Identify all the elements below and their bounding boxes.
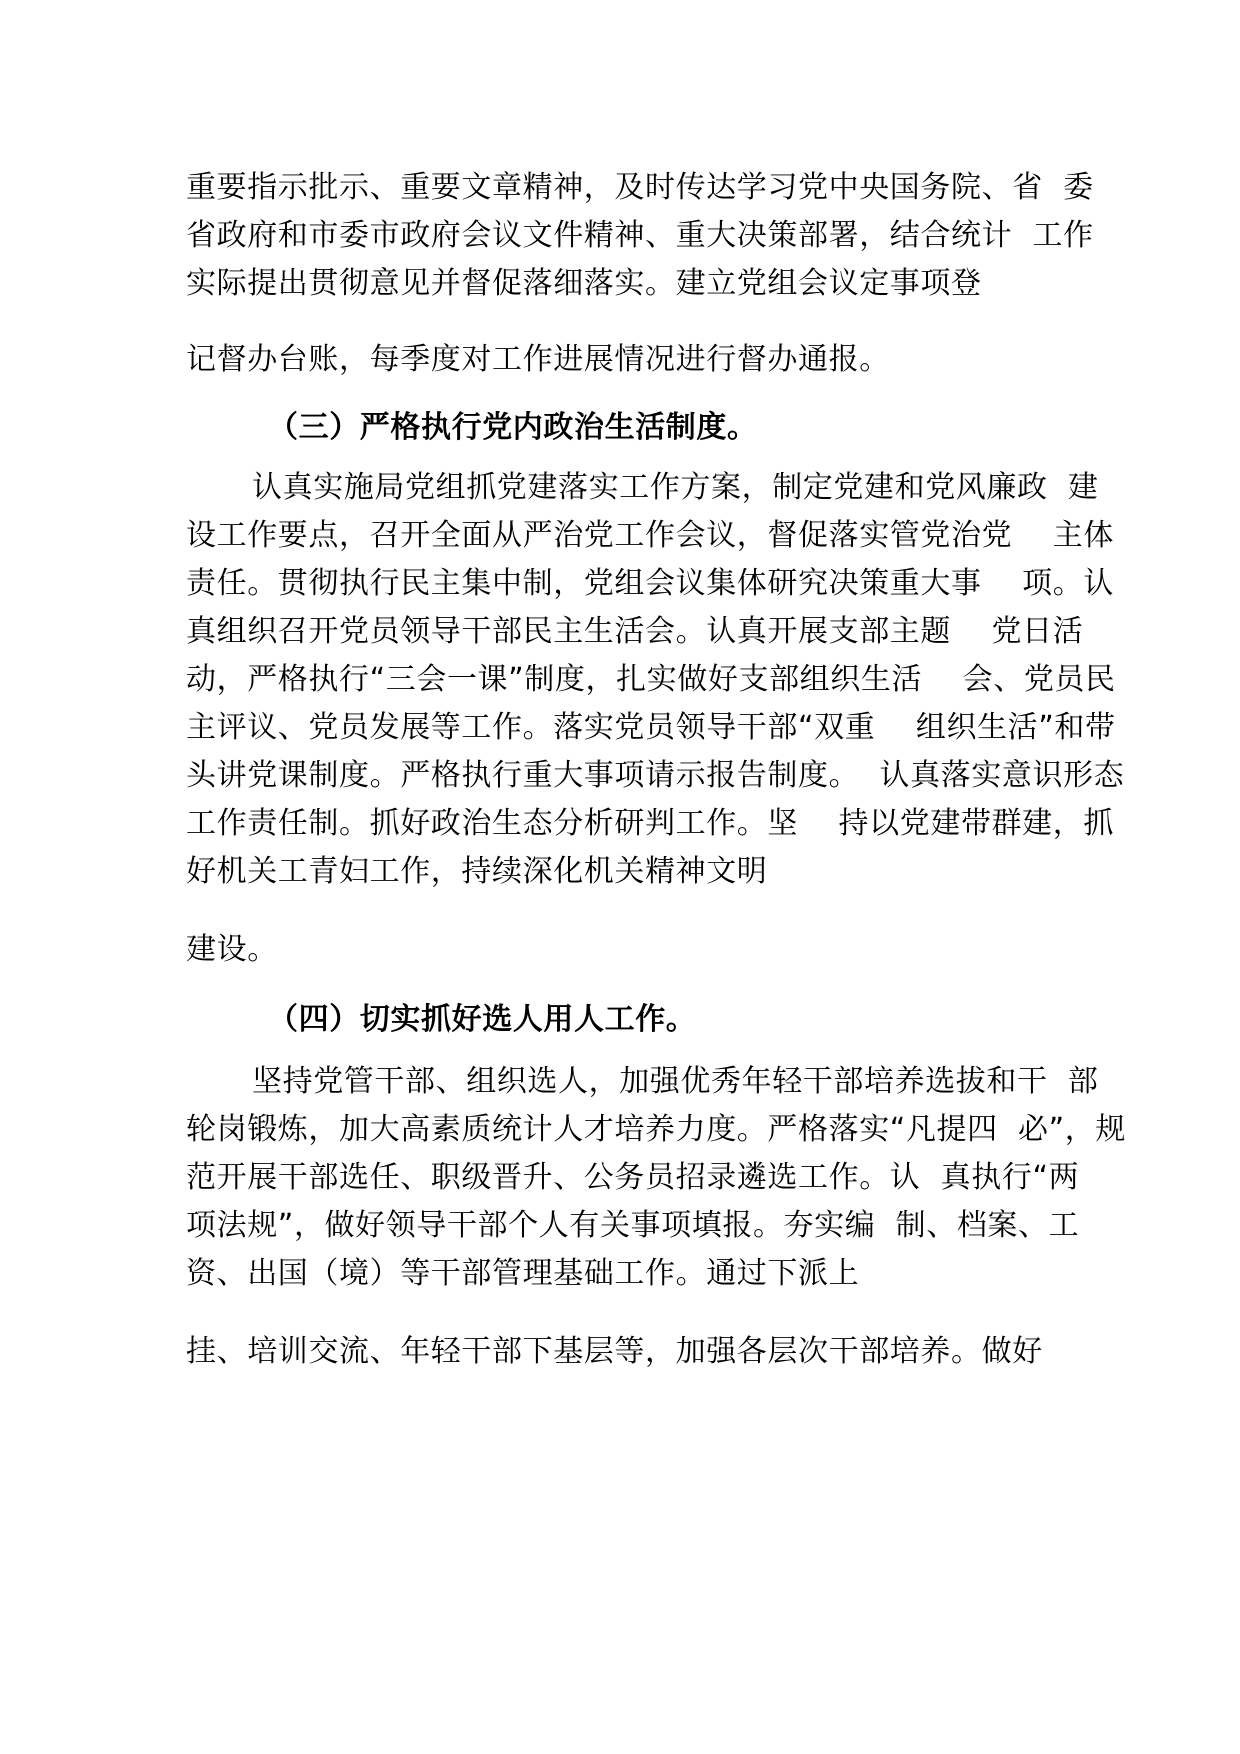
paragraph-line: 轮岗锻炼，加大高素质统计人才培养力度。严格落实“凡提四 必”，规 bbox=[186, 1112, 1126, 1147]
paragraph-line: 工作责任制。抓好政治生态分析研判工作。坚 持以党建带群建，抓 bbox=[186, 806, 1114, 841]
paragraph-line: 范开展干部选任、职级晋升、公务员招录遴选工作。认 真执行“两 bbox=[186, 1160, 1080, 1195]
paragraph-line: 责任。贯彻执行民主集中制，党组会议集体研究决策重大事 项。认 bbox=[186, 566, 1114, 601]
paragraph-line: 挂、培训交流、年轻干部下基层等，加强各层次干部培养。做好 bbox=[186, 1334, 1043, 1369]
paragraph-line: 真组织召开党员领导干部民主生活会。认真开展支部主题 党日活 bbox=[186, 614, 1084, 649]
paragraph-line: 建设。 bbox=[186, 932, 278, 967]
paragraph-line: 主评议、党员发展等工作。落实党员领导干部“双重 组织生活”和带 bbox=[186, 710, 1116, 745]
paragraph-line: 项法规”，做好领导干部个人有关事项填报。夯实编 制、档案、工 bbox=[186, 1208, 1080, 1243]
section-heading: （四）切实抓好选人用人工作。 bbox=[268, 1002, 697, 1037]
section-heading: （三）严格执行党内政治生活制度。 bbox=[268, 410, 758, 445]
paragraph-line: 好机关工青妇工作，持续深化机关精神文明 bbox=[186, 854, 768, 889]
paragraph-line: 认真实施局党组抓党建落实工作方案，制定党建和党风廉政 建 bbox=[252, 470, 1099, 505]
paragraph-line: 重要指示批示、重要文章精神，及时传达学习党中央国务院、省 委 bbox=[186, 170, 1094, 205]
paragraph-line: 坚持党管干部、组织选人，加强优秀年轻干部培养选拔和干 部 bbox=[252, 1064, 1099, 1099]
paragraph-line: 省政府和市委市政府会议文件精神、重大决策部署，结合统计 工作 bbox=[186, 218, 1094, 253]
paragraph-line: 实际提出贯彻意见并督促落细落实。建立党组会议定事项登 bbox=[186, 266, 982, 301]
paragraph-line: 设工作要点，召开全面从严治党工作会议，督促落实管党治党 主体 bbox=[186, 518, 1114, 553]
paragraph-line: 资、出国（境）等干部管理基础工作。通过下派上 bbox=[186, 1256, 860, 1291]
paragraph-line: 动，严格执行“三会一课”制度，扎实做好支部组织生活 会、党员民 bbox=[186, 662, 1116, 697]
paragraph-line: 头讲党课制度。严格执行重大事项请示报告制度。 认真落实意识形态 bbox=[186, 758, 1125, 793]
paragraph-line: 记督办台账，每季度对工作进展情况进行督办通报。 bbox=[186, 342, 890, 377]
